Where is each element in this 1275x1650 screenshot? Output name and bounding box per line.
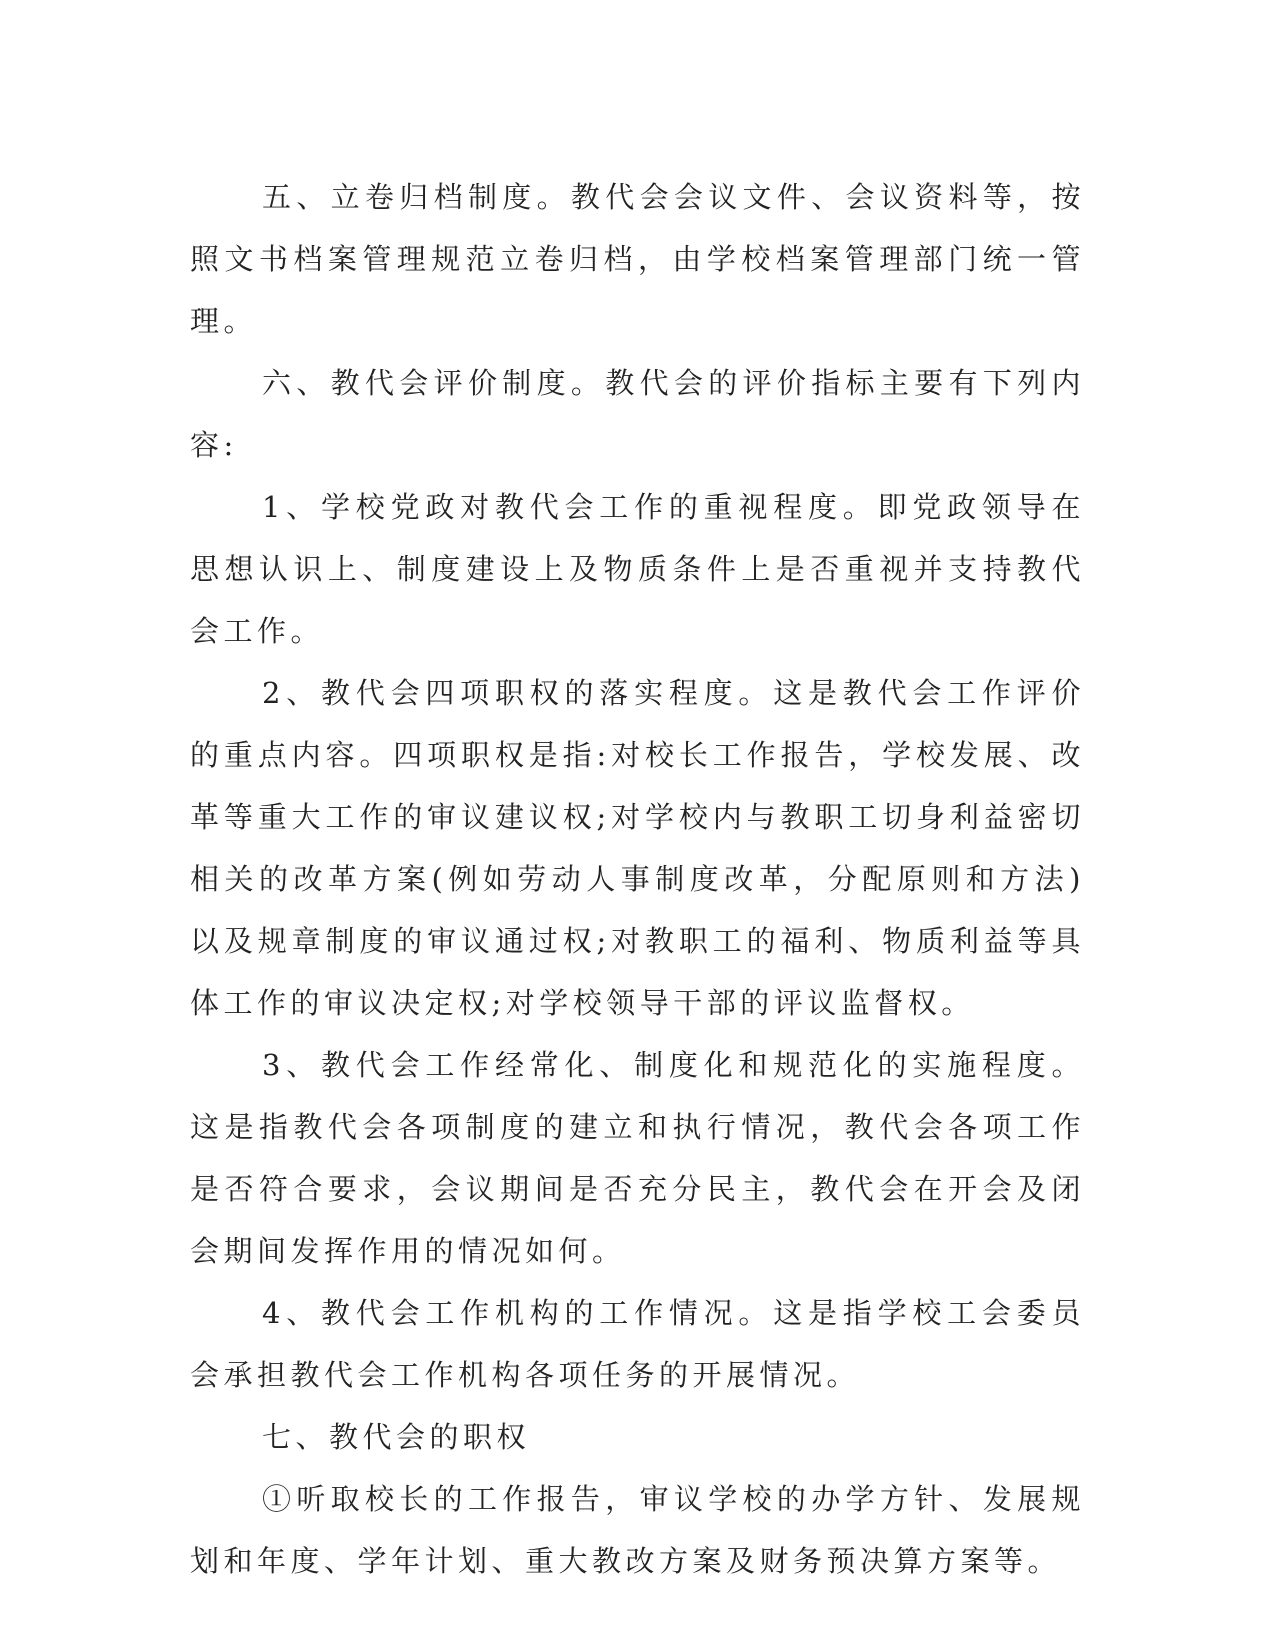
paragraph-item-3: 3、教代会工作经常化、制度化和规范化的实施程度。这是指教代会各项制度的建立和执行情况，教代会各项工作是否符合要求，会议期间是否充分民主，教代会在开会及闭会期间发挥作用的情况如何。 (190, 1048, 1085, 1268)
paragraph-item-2: 2、教代会四项职权的落实程度。这是教代会工作评价的重点内容。四项职权是指:对校长工作报告，学校发展、改革等重大工作的审议建议权;对学校内与教职工切身利益密切相关的改革方案(例如劳动人事制度改革，分配原则和方法)以及规章制度的审议通过权;对教职工的福利、物质利益等具体工作的审议决定权;对学校领导干部的评议监督权。 (190, 676, 1085, 1020)
paragraph-evaluation-system: 六、教代会评价制度。教代会的评价指标主要有下列内容: (190, 366, 1085, 462)
paragraph-power-1: ①听取校长的工作报告，审议学校的办学方针、发展规划和年度、学年计划、重大教改方案及财务预决算方案等。 (190, 1482, 1085, 1578)
paragraph-archiving-system: 五、立卷归档制度。教代会会议文件、会议资料等，按照文书档案管理规范立卷归档，由学校档案管理部门统一管理。 (190, 180, 1085, 338)
paragraph-item-1: 1、学校党政对教代会工作的重视程度。即党政领导在思想认识上、制度建设上及物质条件上是否重视并支持教代会工作。 (190, 490, 1085, 648)
section-heading-powers: 七、教代会的职权 (262, 1420, 531, 1454)
paragraph-item-4: 4、教代会工作机构的工作情况。这是指学校工会委员会承担教代会工作机构各项任务的开展情况。 (190, 1296, 1085, 1392)
document-body (190, 166, 1085, 1592)
